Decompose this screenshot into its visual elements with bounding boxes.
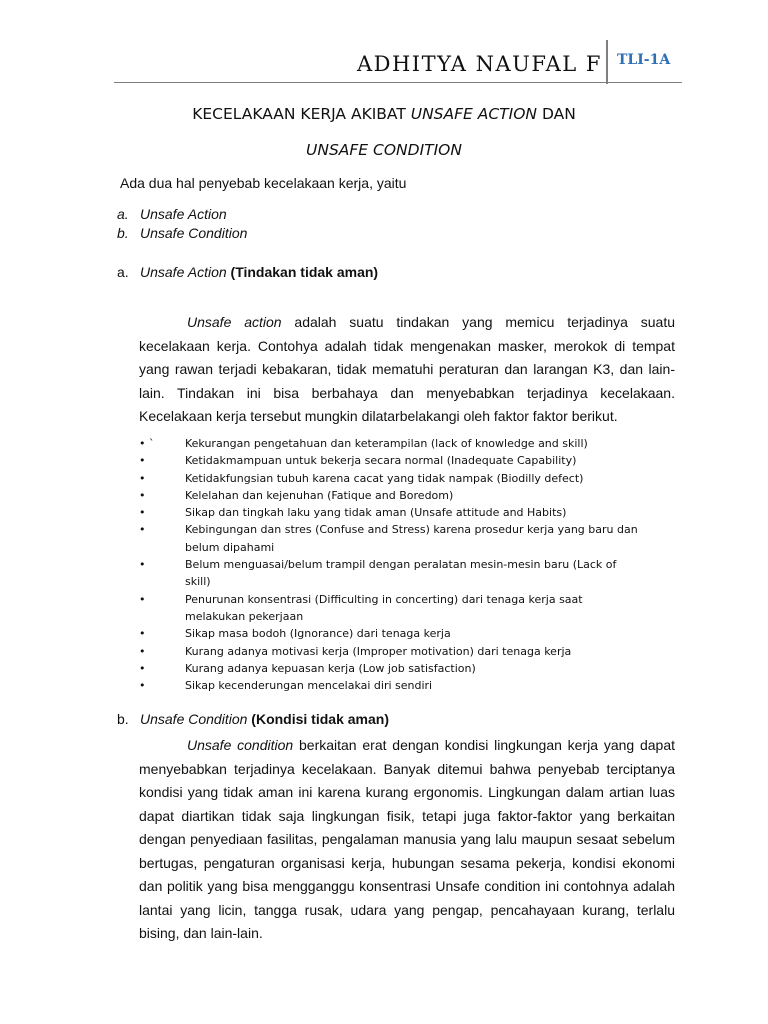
section-a-paragraph (139, 311, 675, 429)
bullet-mark: • (139, 644, 146, 658)
factor-text: Kelelahan dan kejenuhan (Fatique and Boredom) (185, 488, 454, 502)
factor-list-item (139, 487, 639, 504)
factor-list-item (139, 677, 639, 694)
document-title-line1 (0, 105, 768, 123)
factor-text: Sikap masa bodoh (Ignorance) dari tenaga kerja (185, 627, 451, 641)
header-divider (606, 40, 608, 84)
factor-text: Kurang adanya motivasi kerja (Improper motivation) dari tenaga kerja (185, 644, 572, 658)
para-italic: Unsafe action (187, 314, 282, 330)
section-bold: (Kondisi tidak aman) (251, 711, 389, 727)
factor-list-item (139, 470, 639, 487)
section-marker: a. (117, 264, 129, 280)
bullet-mark: • (139, 679, 146, 693)
factor-list (139, 435, 639, 694)
bullet-mark: • (139, 627, 146, 641)
factor-text: Ketidakmampuan untuk bekerja secara normal (Inadequate Capability) (185, 454, 577, 468)
para-text: adalah suatu tindakan yang memicu terjadinya suatu kecelakaan kerja. Contohya adalah tidak mengenakan masker, merokok di tempat yang rawan terjadi kebakaran, tidak mematuhi peraturan dan larangan K3, dan lain-lain. Tindakan ini bisa berbahaya dan menyebabkan terjadinya kecelakaan. Kecelakaan kerja tersebut mungkin dilatarbelakangi oleh faktor faktor berikut. (139, 314, 675, 424)
section-b-paragraph (139, 734, 675, 946)
intro-text: Ada dua hal penyebab kecelakaan kerja, yaitu (120, 175, 407, 191)
cause-marker: a. (117, 206, 129, 222)
bullet-mark: • (139, 661, 146, 675)
factor-text: Penurunan konsentrasi (Difficulting in concerting) dari tenaga kerja saat melakukan pekerjaan (185, 592, 583, 623)
para-text: berkaitan erat dengan kondisi lingkungan kerja yang dapat menyebabkan terjadinya kecelakaan. Banyak ditemui bahwa penyebab terciptanya kondisi yang tidak aman ini karena kurang ergonomis. Lingkungan dalam artian luas dapat diartikan tidak saja lingkungan fisik, tetapi juga faktor-faktor yang berkaitan dengan penyediaan fasilitas, pengalaman manusia yang lalu maupun sesaat sebelum bertugas, pengaturan organisasi kerja, hubungan sesama pekerja, kondisi ekonomi dan politik yang bisa mengganggu konsentrasi Unsafe condition ini contohnya adalah lantai yang licin, tangga rusak, udara yang pengap, pencahayaan kurang, terlalu bising, dan lain-lain. (139, 737, 676, 941)
section-italic: Unsafe Condition (140, 711, 248, 727)
factor-text: Belum menguasai/belum trampil dengan peralatan mesin-mesin baru (Lack of skill) (185, 558, 617, 589)
cause-item-a (117, 206, 227, 222)
factor-text: Kebingungan dan stres (Confuse and Stress) karena prosedur kerja yang baru dan belum dipahami (185, 523, 638, 554)
bullet-mark: • (139, 592, 146, 606)
factor-text: Sikap kecenderungan mencelakai diri sendiri (185, 679, 433, 693)
factor-list-item (139, 521, 639, 556)
author-name: ADHITYA NAUFAL F (356, 52, 602, 76)
bullet-mark: • (139, 471, 146, 485)
section-marker: b. (117, 711, 129, 727)
bullet-mark: • (139, 506, 146, 520)
factor-list-item (139, 452, 639, 469)
title-suffix: DAN (537, 105, 576, 123)
bullet-mark: • (139, 454, 146, 468)
section-b-heading (117, 711, 389, 727)
cause-marker: b. (117, 225, 129, 241)
factor-list-item (139, 643, 639, 660)
factor-text: Ketidakfungsian tubuh karena cacat yang tidak nampak (Biodilly defect) (185, 471, 584, 485)
factor-text: Sikap dan tingkah laku yang tidak aman (Unsafe attitude and Habits) (185, 506, 567, 520)
bullet-mark: • (139, 488, 146, 502)
bullet-mark: • (139, 558, 146, 572)
section-italic: Unsafe Action (140, 264, 227, 280)
title-line2-italic: UNSAFE CONDITION (306, 141, 462, 159)
document-title-line2 (0, 141, 768, 159)
class-code: TLI-1A (617, 52, 671, 68)
section-a-heading (117, 264, 378, 280)
cause-label: Unsafe Action (140, 206, 227, 222)
para-italic: Unsafe condition (187, 737, 294, 753)
cause-item-b (117, 225, 247, 241)
header-rule (114, 82, 682, 83)
section-bold: (Tindakan tidak aman) (230, 264, 379, 280)
cause-label: Unsafe Condition (140, 225, 248, 241)
page-header (0, 0, 768, 86)
factor-list-item (139, 660, 639, 677)
factor-list-item (139, 625, 639, 642)
title-italic: UNSAFE ACTION (410, 105, 538, 123)
factor-list-item (139, 504, 639, 521)
title-prefix: KECELAKAAN KERJA AKIBAT (192, 105, 411, 123)
factor-list-item (139, 435, 639, 452)
factor-text: Kekurangan pengetahuan dan keterampilan (lack of knowledge and skill) (185, 437, 588, 450)
bullet-mark: • (139, 523, 146, 537)
factor-list-item (139, 591, 639, 626)
bullet-mark: • ` (139, 437, 155, 450)
factor-list-item (139, 556, 639, 591)
factor-text: Kurang adanya kepuasan kerja (Low job satisfaction) (185, 661, 476, 675)
